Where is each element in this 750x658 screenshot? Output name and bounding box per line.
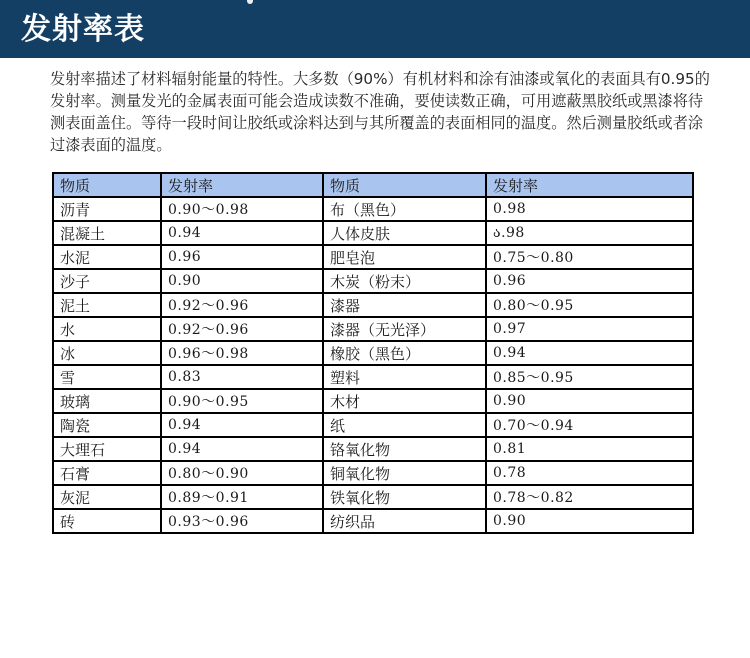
cell-emissivity: 0.70～0.94 bbox=[486, 413, 693, 437]
cell-emissivity: 0.75～0.80 bbox=[486, 245, 693, 269]
cell-emissivity: 0.80～0.90 bbox=[161, 461, 323, 485]
table-row bbox=[53, 221, 693, 245]
cell-substance: 混凝土 bbox=[53, 221, 161, 245]
cell-substance: 布（黑色） bbox=[323, 197, 486, 221]
cell-emissivity: 0.80～0.95 bbox=[486, 293, 693, 317]
cell-emissivity: 0.92～0.96 bbox=[161, 293, 323, 317]
cell-substance: 陶瓷 bbox=[53, 413, 161, 437]
cell-emissivity: 0.83 bbox=[161, 365, 323, 389]
cell-substance: 塑料 bbox=[323, 365, 486, 389]
cell-emissivity: 0.96 bbox=[161, 245, 323, 269]
cell-substance: 沙子 bbox=[53, 269, 161, 293]
page-title: 发射率表 bbox=[21, 12, 145, 47]
cell-emissivity: 0.90～0.98 bbox=[161, 197, 323, 221]
cell-substance: 大理石 bbox=[53, 437, 161, 461]
cell-emissivity: 0.94 bbox=[161, 413, 323, 437]
cell-emissivity: 0.96 bbox=[486, 269, 693, 293]
cell-substance: 橡胶（黑色） bbox=[323, 341, 486, 365]
cell-emissivity: 0.78～0.82 bbox=[486, 485, 693, 509]
cell-emissivity: 0.97 bbox=[486, 317, 693, 341]
header-emissivity-2: 发射率 bbox=[486, 173, 693, 197]
cell-emissivity: 0.90～0.95 bbox=[161, 389, 323, 413]
table-row bbox=[53, 269, 693, 293]
cell-emissivity: 0.85～0.95 bbox=[486, 365, 693, 389]
cell-emissivity: 0.98 bbox=[486, 197, 693, 221]
cell-emissivity: 0.96～0.98 bbox=[161, 341, 323, 365]
cell-emissivity: 0.78 bbox=[486, 461, 693, 485]
cell-substance: 沥青 bbox=[53, 197, 161, 221]
cell-substance: 泥土 bbox=[53, 293, 161, 317]
cell-substance: 水 bbox=[53, 317, 161, 341]
cell-emissivity: 0.93～0.96 bbox=[161, 509, 323, 533]
cell-substance: 铁氧化物 bbox=[323, 485, 486, 509]
cell-substance: 纺织品 bbox=[323, 509, 486, 533]
table-row bbox=[53, 293, 693, 317]
cell-substance: 木炭（粉末） bbox=[323, 269, 486, 293]
table-row bbox=[53, 197, 693, 221]
cell-substance: 灰泥 bbox=[53, 485, 161, 509]
cell-substance: 肥皂泡 bbox=[323, 245, 486, 269]
decorative-dot bbox=[247, 0, 253, 4]
cell-substance: 漆器 bbox=[323, 293, 486, 317]
cell-substance: 人体皮肤 bbox=[323, 221, 486, 245]
cell-substance: 铜氧化物 bbox=[323, 461, 486, 485]
table-row bbox=[53, 245, 693, 269]
cell-substance: 水泥 bbox=[53, 245, 161, 269]
table-row bbox=[53, 365, 693, 389]
cell-emissivity: 0.94 bbox=[161, 437, 323, 461]
cell-emissivity: 0.94 bbox=[486, 341, 693, 365]
cell-emissivity: 0.89～0.91 bbox=[161, 485, 323, 509]
table-row bbox=[53, 413, 693, 437]
cell-emissivity: ა.98 bbox=[486, 221, 693, 245]
header-substance-1: 物质 bbox=[53, 173, 161, 197]
cell-emissivity: 0.94 bbox=[161, 221, 323, 245]
cell-emissivity: 0.90 bbox=[486, 509, 693, 533]
emissivity-table bbox=[52, 172, 694, 534]
cell-emissivity: 0.92～0.96 bbox=[161, 317, 323, 341]
table-row bbox=[53, 389, 693, 413]
cell-substance: 纸 bbox=[323, 413, 486, 437]
table-row bbox=[53, 437, 693, 461]
table-row bbox=[53, 485, 693, 509]
cell-substance: 雪 bbox=[53, 365, 161, 389]
cell-substance: 石膏 bbox=[53, 461, 161, 485]
cell-substance: 砖 bbox=[53, 509, 161, 533]
table-row bbox=[53, 341, 693, 365]
intro-paragraph: 发射率描述了材料辐射能量的特性。大多数（90%）有机材料和涂有油漆或氧化的表面具有0.95的发射率。测量发光的金属表面可能会造成读数不准确，要使读数正确，可用遮蔽黑胶纸或黑漆将待测表面盖住。等待一段时间让胶纸或涂料达到与其所覆盖的表面相同的温度。然后测量胶纸或者涂过漆表面的温度。 bbox=[50, 70, 710, 154]
header-banner bbox=[0, 0, 750, 58]
cell-substance: 漆器（无光泽） bbox=[323, 317, 486, 341]
table-row bbox=[53, 509, 693, 533]
table-row bbox=[53, 461, 693, 485]
cell-emissivity: 0.90 bbox=[486, 389, 693, 413]
cell-substance: 木材 bbox=[323, 389, 486, 413]
cell-emissivity: 0.90 bbox=[161, 269, 323, 293]
cell-substance: 玻璃 bbox=[53, 389, 161, 413]
cell-substance: 冰 bbox=[53, 341, 161, 365]
table-row bbox=[53, 317, 693, 341]
cell-emissivity: 0.81 bbox=[486, 437, 693, 461]
header-substance-2: 物质 bbox=[323, 173, 486, 197]
header-emissivity-1: 发射率 bbox=[161, 173, 323, 197]
cell-substance: 铬氧化物 bbox=[323, 437, 486, 461]
table-header-row bbox=[53, 173, 693, 197]
